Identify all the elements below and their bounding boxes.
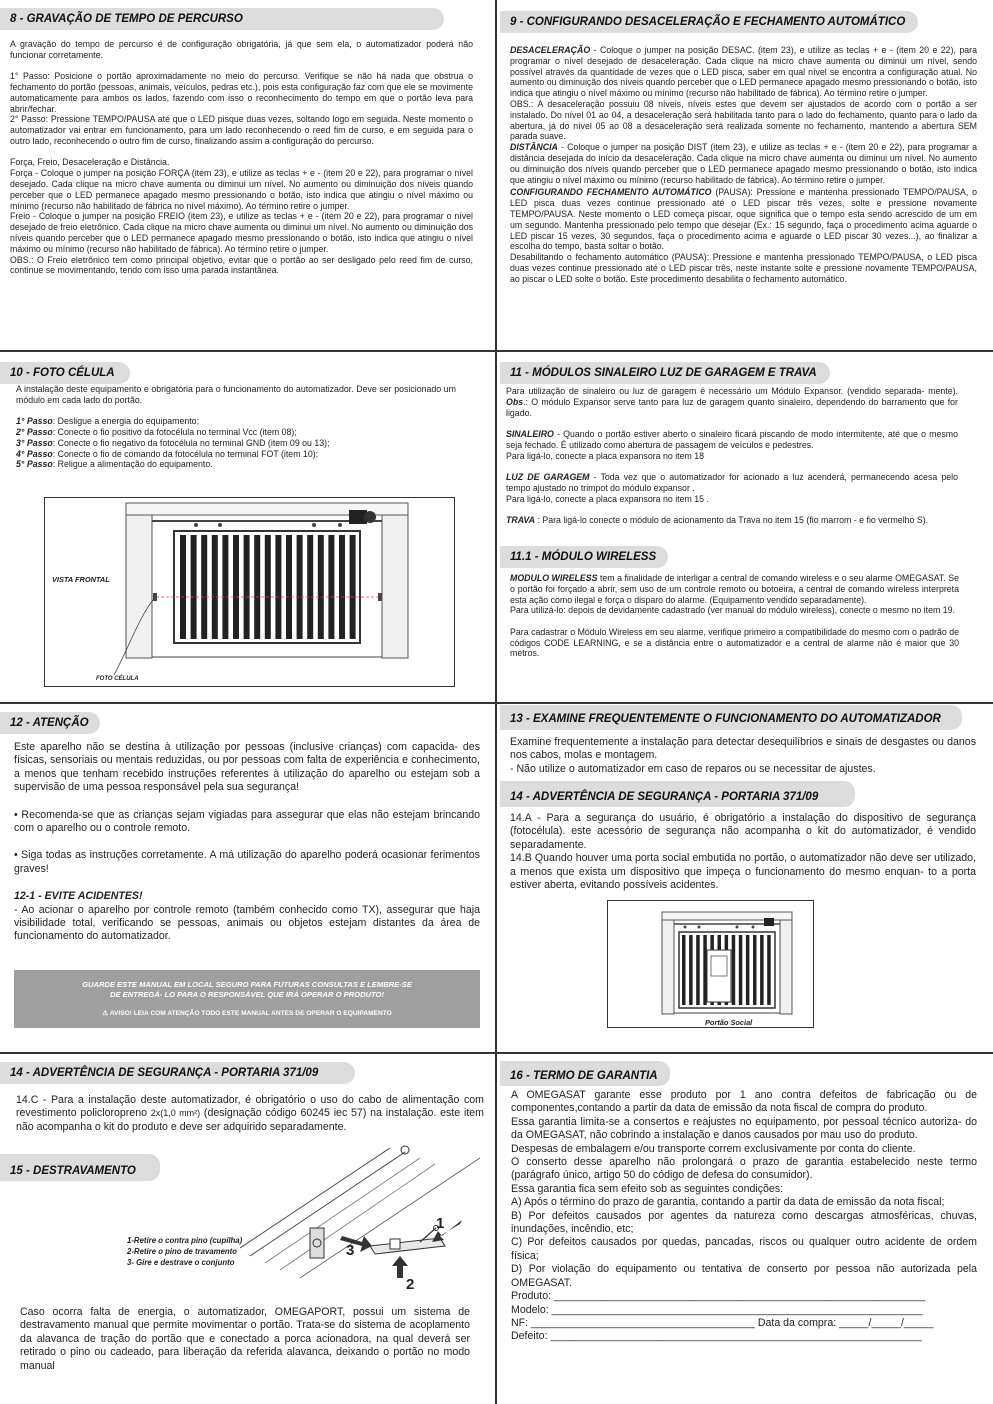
photocell-step <box>16 416 456 427</box>
s14c-text-b: (designação código 60245 iec 57) na instalação. este item não acompanha o kit do produto e deve ser adquirido separadamente. <box>16 1107 484 1133</box>
warranty-line: B) Por defeitos causados por agentes da natureza como descargas atmosféricas, chuvas, inundações, incêndio, etc; <box>511 1209 977 1236</box>
dist-text: - Coloque o jumper na posição DIST (item 23), e utilize as teclas + e - (item 20 e 22), para programar a distância desejada do início da desaceleração. Cada clique na micro chave aumenta ou diminui um nível. No aumento ou diminuição dos níveis quando perceber que o LED permanece apagado mesmo pressionando o botão, isto indica que atingiu o nível máximo ou mínimo (recurso habilitado de fábrica). Ao término retire o jumper. <box>510 142 977 185</box>
warning-text: AVISO! LEIA COM ATENÇÃO TODO ESTE MANUAL ANTES DE OPERAR O EQUIPAMENTO <box>109 1010 392 1017</box>
section-13-body <box>510 736 976 776</box>
photocell-step-label: 5° Passo <box>16 459 53 470</box>
section-15-body <box>20 1306 470 1373</box>
auto-label: CONFIGURANDO FECHAMENTO AUTOMÁTICO <box>510 187 712 198</box>
section-8-body <box>10 39 473 276</box>
section-10-title: 10 - FOTO CÉLULA <box>0 362 130 384</box>
gate-bar <box>739 935 743 1005</box>
notice-line-1: GUARDE ESTE MANUAL EM LOCAL SEGURO PARA FUTURAS CONSULTAS E LEMBRE-SE <box>82 980 412 989</box>
photocell-step-text: : Religue a alimentação do equipamento. <box>52 459 213 470</box>
s12-paragraph: Este aparelho não se destina à utilização por pessoas (inclusive crianças) com capacida- des físicas, sensoriais ou mentais reduzidas, ou por pessoas com falta de experiência e conhecimento, a menos que tenham recebido instruções referentes à utilização do aparelho ou estejam sob a supervisão de uma pessoa responsável pela sua segurança! <box>14 741 480 794</box>
luz-label: LUZ DE GARAGEM <box>506 471 590 482</box>
s14c-paragraph <box>16 1094 484 1134</box>
gate-bar <box>307 535 313 639</box>
step-number-3: 3 <box>346 1242 355 1259</box>
s9-paragraph <box>510 187 977 252</box>
s11-intro-b: .: O módulo Expansor serve tanto para luz de garagem quanto sinaleiro, dependendo do barramento que for ligado. <box>506 396 958 418</box>
row-divider-1 <box>0 350 993 352</box>
section-16-body <box>511 1089 977 1344</box>
gate-bar <box>732 935 736 1005</box>
gate-bar <box>689 935 693 1005</box>
unlock-step: 2-Retire o pino de travamento <box>127 1247 238 1256</box>
s12-1-title: 12-1 - EVITE ACIDENTES! <box>14 890 143 903</box>
wireless-paragraph <box>510 573 959 605</box>
gate-bar <box>760 935 764 1005</box>
gate-bar <box>350 535 356 639</box>
s8-heading: Força, Freio, Desaceleração e Distância. <box>10 157 170 168</box>
s11-sinaleiro <box>506 429 958 451</box>
gate-bar <box>297 535 303 639</box>
s14c-text-a: 14.C - Para a instalação deste automatizador, é obrigatório o uso do cabo de alimentação com revestimento policloropreno <box>16 1094 484 1120</box>
gate-bar <box>233 535 239 639</box>
s11-sinaleiro-conn: Para ligá-lo, conecte a placa expansora no item 18 <box>506 450 705 461</box>
form-produto[interactable]: Produto: _______________________________________________________________ <box>511 1290 926 1303</box>
s11-obs-label: Obs <box>506 396 524 407</box>
gate-bar <box>682 935 686 1005</box>
notice-line-2: DE ENTREGÁ- LO PARA O RESPONSÁVEL QUE IRÁ OPERAR O PRODUTO! <box>110 989 384 999</box>
s11-intro <box>506 386 958 418</box>
photocell-step <box>16 438 456 449</box>
s14a-paragraph: 14.B Quando houver uma porta social embutida no portão, o automatizador não deve ser utilizado, a menos que exista um dispositivo que impeça o funcionamento do mesmo enquan- to a porta estiver aberta, evitando possíveis acidentes. <box>510 852 976 892</box>
dist-label: DISTÂNCIA <box>510 142 558 153</box>
wireless-text: tem a finalidade de interligar a central de comando wireless e o seu alarme OMEGASAT. Se o portão foi forçado a abrir, sem uso de um controle remoto ou botoeira, a central de comando wireless interpreta esta ação como ilegal e força o disparo do alarme. (Equipamento vendido separadamente). <box>510 573 959 605</box>
section-12-title: 12 - ATENÇÃO <box>0 712 100 734</box>
s13-paragraph: Examine frequentemente a instalação para detectar desequilíbrios e sinais de desgastes ou danos nos cabos, molas e montagem. <box>510 736 976 762</box>
section-14-body-b <box>16 1094 484 1134</box>
s14a-paragraph: 14.A - Para a segurança do usuário, é obrigatório a instalação do dispositivo de segurança (fotocélula). este acessório de segurança não acompanha o kit do automatizador, é vendido separadamente. <box>510 812 976 851</box>
wireless-register: Para cadastrar o Módulo Wireless em seu alarme, verifique primeiro a compatibilidade do mesmo com o padrão de códigos CODE LEARNING, e se a distância entre o automatizador e a central de alarme não é maior que 30 metros. <box>510 626 959 659</box>
gate-bar <box>286 535 292 639</box>
s12-bullet: • Recomenda-se que as crianças sejam vigiadas para assegurar que elas não estejam brincando com o aparelho ou o controle remoto. <box>14 808 480 835</box>
gate-bar <box>191 535 197 639</box>
unlock-step: 1-Retire o contra pino (cupilha) <box>127 1236 243 1245</box>
s9-obs: OBS.: A desaceleração possuiu 08 níveis, níveis estes que devem ser ajustados de acordo com o portão a ser instalado. Do nível 01 ao 04, a desaceleração será habilitada tanto para o lado do fechamento, quanto para o lado da abertura, já do nível 05 ao 08 a desaceleração será realizada somente no fechamento, mantendo a abertura SEM parada suave. <box>510 98 977 142</box>
section-11-body <box>506 386 958 526</box>
s9-paragraph <box>510 45 977 99</box>
photocell-step-text: : Conecte o fio negativo da fotocélula no terminal GND (item 09 ou 13); <box>52 437 330 448</box>
photocell-step <box>16 459 456 470</box>
section-9-body <box>510 45 977 285</box>
section-14-title-a: 14 - ADVERTÊNCIA DE SEGURANÇA - PORTARIA 371/09 <box>500 781 855 807</box>
gate-bar <box>328 535 334 639</box>
photocell-step-text: : Conecte o fio positivo da fotocélula no terminal Vcc (item 08); <box>52 426 297 437</box>
s8-paragraph: A gravação do tempo de percurso é de configuração obrigatória, já que sem ela, o automatizador poderá não funcionar corretamente. <box>10 39 473 60</box>
s12-bullet: • Siga todas as instruções corretamente. A má utilização do aparelho poderá ocasionar ferimentos graves! <box>14 849 480 875</box>
front-view-drawing <box>44 497 455 687</box>
s9-paragraph: Desabilitando o fechamento automático (PAUSA): Pressione e mantenha pressionado TEMPO/PAUSA, o LED pisca duas vezes continue pressionado até o LED piscar três, neste instante solte e pressione novamente TEMPO/PAUSA, ao piscar o LED solte o botão. Este procedimento desabilita o fechamento automático. <box>510 252 977 284</box>
step-number-1: 1 <box>436 1215 445 1232</box>
warranty-line: A) Após o término do prazo de garantia, contando a partir da data de emissão da nota fiscal; <box>511 1196 945 1209</box>
warranty-line: Essa garantia fica sem efeito sob as seguintes condições: <box>511 1182 784 1195</box>
trava-text: : Para ligá-lo conecte o módulo de acionamento da Trava no item 15 (fio marrom - e fio vermelho S). <box>535 514 929 525</box>
warranty-lines <box>511 1089 977 1290</box>
row-divider-3 <box>0 1052 993 1054</box>
photocell-label: FOTO CÉLULA <box>96 676 139 682</box>
unlock-steps <box>127 1235 242 1268</box>
sinaleiro-label: SINALEIRO <box>506 428 554 439</box>
gate-bar <box>703 935 707 1005</box>
section-11-1-body <box>510 573 959 659</box>
gate-bar <box>746 935 750 1005</box>
photocell-step-text: : Desligue a energia do equipamento; <box>52 416 200 427</box>
form-defeito[interactable]: Defeito: _______________________________________________________________ <box>511 1330 922 1343</box>
s14c-cable-spec: 2x(1,0 mm²) <box>150 1108 201 1119</box>
section-12-body <box>14 741 480 944</box>
section-11-1-title: 11.1 - MÓDULO WIRELESS <box>500 546 668 568</box>
social-door-label: Portão Social <box>705 1018 753 1027</box>
warranty-line: D) Por violação do equipamento ou tentativa de conserto por pessoa não autorizada pela OMEGASAT. <box>511 1263 977 1289</box>
s8-paragraph: 2° Passo: Pressione TEMPO/PAUSA até que o LED pisque duas vezes, soltando logo em seguida. Neste momento o automatizador vai entrar em funcionamento, para um lado reconhecendo o reed fim de curso, e em seguida para o outro lado, reconhecendo o outro fim de curso, finalizando assim a configuração do percurso. <box>10 114 473 146</box>
section-14-body-a <box>510 812 976 892</box>
s8-paragraph: Freio - Coloque o jumper na posição FREIO (item 23), e utilize as teclas + e - (item 20 e 22), para programar o nível desejado de freio eletrônico. Cada clique na micro chave aumenta ou diminui um nível. No aumento ou diminuição dos níveis quando perceber que o LED permanece apagado mesmo pressionando o botão, isto indica que atingiu o nível máximo ou mínimo (recurso não habilitado de fábrica). Ao término retire o jumper. <box>10 211 473 254</box>
section-16-title: 16 - TERMO DE GARANTIA <box>500 1061 670 1086</box>
photocell-step-label: 4° Passo <box>16 448 53 459</box>
s11-intro-a: Para utilização de sinaleiro ou luz de garagem é necessário um Módulo Expansor. (vendido separada- mente). <box>506 386 958 396</box>
s11-luz-conn: Para ligá-lo, conecte a placa expansora no item 15 . <box>506 493 709 504</box>
s8-paragraph: OBS.: O Freio eletrônico tem como principal objetivo, evitar que o portão ao ser desligado pelo reed fim de curso, continue se movimentando, tendo com isso uma parada instantânea. <box>10 254 473 276</box>
s9-paragraph <box>510 142 977 185</box>
gate-bar <box>222 535 228 639</box>
gate-bar <box>244 535 250 639</box>
desac-label: DESACELERAÇÃO <box>510 45 591 55</box>
warranty-line: Essa garantia limita-se a consertos e reajustes no equipamento, por pessoal técnico autoriza- do da OMEGASAT, não cobrindo a instalação e danos causados por mau uso do produto. <box>511 1115 977 1142</box>
s12-1-text: - Ao acionar o aparelho por controle remoto (também conhecido como TX), assegurar que haja visibilidade total, verificando se pessoas, animais ou objetos estejam distantes da área de funcionamento do automatizador. <box>14 903 480 943</box>
section-11-title: 11 - MÓDULOS SINALEIRO LUZ DE GARAGEM E TRAVA <box>500 362 830 384</box>
warning-triangle-icon: ⚠ <box>102 1010 109 1017</box>
photocell-step <box>16 449 456 460</box>
photocell-step-label: 1° Passo <box>16 416 53 427</box>
s10-steps <box>16 416 456 470</box>
gate-bar <box>275 535 281 639</box>
trava-label: TRAVA <box>506 514 535 525</box>
unlock-step: 3- Gire e destrave o conjunto <box>127 1258 235 1267</box>
s15-paragraph: Caso ocorra falta de energia, o automatizador, OMEGAPORT, possui um sistema de destravamento manual que permite movimentar o portão. Trata-se do sistema de acoplamento da alavanca de tração do portão que e conectado a porca acionadora, na qual deverá ser retirado o pino ou cadeado, para liberação da referida alavanca, deixando o portão no modo manual <box>20 1306 470 1372</box>
gate-bar <box>212 535 218 639</box>
photocell-step-text: : Conecte o fio de comando da fotocélula no terminal FOT (item 10); <box>52 448 319 459</box>
s8-paragraph: Força - Coloque o jumper na posição FORÇA (item 23), e utilize as teclas + e - (item 20 e 22), para programar o nível desejado. Cada clique na micro chave aumenta ou diminui um nível. No aumento ou diminuição dos níveis quando perceber que o LED permanece apagado mesmo pressionando o botão, isto indica que atingiu o nível máximo ou mínimo (recurso não habilitado de fábrica no nível máximo). Ao término retire o jumper. <box>10 168 473 211</box>
section-14-title-b: 14 - ADVERTÊNCIA DE SEGURANÇA - PORTARIA 371/09 <box>0 1062 355 1084</box>
warranty-line: Despesas de embalagem e/ou transporte correm exclusivamente por conta do cliente. <box>511 1142 916 1155</box>
s10-intro: A instalação deste equipamento e obrigatória para o funcionamento do automatizador. Deve ser posicionado um módulo em cada lado do portão. <box>16 384 456 405</box>
section-10-body <box>16 384 456 470</box>
s11-luz <box>506 472 958 494</box>
gate-bar <box>318 535 324 639</box>
gate-bar <box>696 935 700 1005</box>
gate-bar <box>265 535 271 639</box>
gate-bar <box>767 935 771 1005</box>
step-number-2: 2 <box>406 1276 415 1293</box>
s13-paragraph: - Não utilize o automatizador em caso de reparos ou se necessitar de ajustes. <box>510 762 876 775</box>
gate-bar <box>339 535 345 639</box>
front-view-label: VISTA FRONTAL <box>52 575 110 584</box>
social-door-drawing <box>607 900 814 1028</box>
section-8-title: 8 - GRAVAÇÃO DE TEMPO DE PERCURSO <box>0 8 444 30</box>
photocell-step <box>16 427 456 438</box>
warranty-line: O conserto desse aparelho não prolongará o prazo de garantia estabelecido neste termo (parágrafo único, artigo 50 do código de defesa do consumidor). <box>511 1156 977 1182</box>
gate-bar <box>201 535 207 639</box>
section-13-title: 13 - EXAMINE FREQUENTEMENTE O FUNCIONAMENTO DO AUTOMATIZADOR <box>500 705 962 730</box>
section-9-title: 9 - CONFIGURANDO DESACELERAÇÃO E FECHAMENTO AUTOMÁTICO <box>500 11 918 33</box>
warning-line <box>14 1009 480 1019</box>
s8-paragraph: 1° Passo: Posicione o portão aproximadamente no meio do percurso. Verifique se não há nada que obstrua o fechamento do portão (pessoas, animais, veículos, pedras etc.), pois esta configuração faz com que ele se movimente automaticamente para ambos os lados, fazendo com isso o reconhecimento do tempo em que o portão leva para abrir/fechar. <box>10 71 473 114</box>
desac-text: - Coloque o jumper na posição DESAC. (item 23), e utilize as teclas + e - (item 20 e 22), para programar o nível desejado de desaceleração. Cada clique na micro chave aumenta ou diminui um nível, sendo possível através da quantidade de vezes que o LED pisca, saber em qual nível se encontra a configuração atual. No aumento ou diminuição dos níveis quando perceber que o LED permanece apagado mesmo pressionando o botão, isto indica que atingiu o nível máximo ou mínimo (recurso não habilitado de fábrica). Ao término retire o jumper. <box>510 45 977 99</box>
form-modelo[interactable]: Modelo: _______________________________________________________________ <box>511 1303 923 1316</box>
wireless-use: Para utilizá-lo: depois de devidamente cadastrado (ver manual do módulo wireless), conecte o mesmo no item 19. <box>510 605 955 616</box>
manual-notice-box <box>14 970 480 1028</box>
luz-text: - Toda vez que o automatizador for acionado a luz acenderá, permanecendo acesa pelo tempo ajustado no trimpot do módulo expansor . <box>506 471 958 493</box>
gate-bar <box>180 535 186 639</box>
photocell-step-label: 2° Passo <box>16 426 53 437</box>
section-15-title: 15 - DESTRAVAMENTO <box>0 1154 160 1181</box>
photocell-step-label: 3° Passo <box>16 437 53 448</box>
form-nf-date[interactable]: NF: ______________________________________ Data da compra: _____/_____/_____ <box>511 1316 934 1329</box>
warranty-line: A OMEGASAT garante esse produto por 1 ano contra defeitos de fabricação ou de componentes,contando a partir da data de emissão da nota fiscal de compra do produto. <box>511 1089 977 1115</box>
row-divider-2 <box>0 702 993 704</box>
warranty-line: C) Por defeitos causados por quedas, pancadas, riscos ou qualquer outro acidente de ordem física; <box>511 1236 977 1262</box>
gate-bar <box>753 935 757 1005</box>
wireless-label: MODULO WIRELESS <box>510 573 598 583</box>
gate-bar <box>254 535 260 639</box>
auto-text: (PAUSA): Pressione e mantenha pressionado TEMPO/PAUSA, o LED pisca duas vezes continue pressionado até o LED piscar três vezes, solte e pressione novamente TEMPO/PAUSA. Neste momento o LED começa piscar, oque significa que o tempo esta sendo acrescido de um em um segundo. Mantenha pressionado pelo tempo que desejar (Ex.: 15 segundo, faça o procedimento acima aguarde o LED piscar 15 vezes, 30 segundos, faça o procedimento acima e aguarde o LED piscar 30 vezes...), ao finalizar a escolha do tempo, basta soltar o botão. <box>510 187 977 252</box>
sinaleiro-text: - Quando o portão estiver aberto o sinaleiro ficará piscando de modo intermitente, até que o mesmo seja fechado. É utilizado como abertura de passagem de veículos e pedestres. <box>506 428 958 450</box>
s11-trava <box>506 515 958 526</box>
